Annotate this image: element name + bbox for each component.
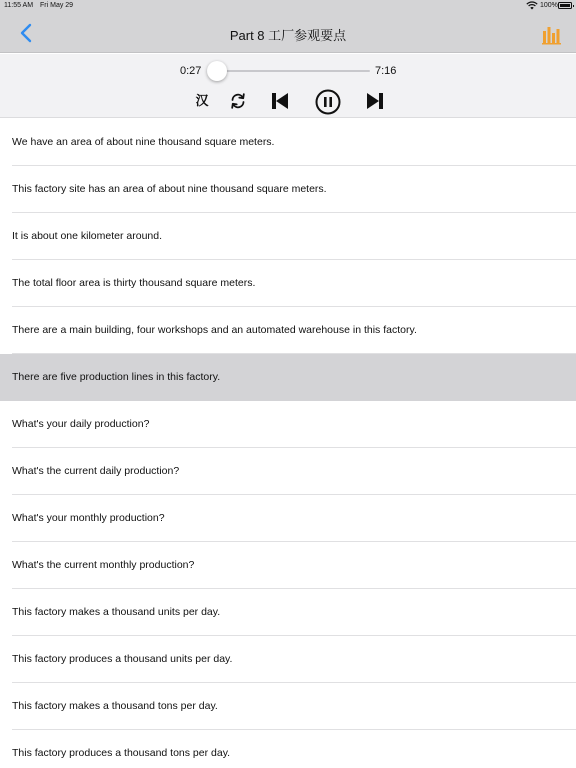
sentence-text: We have an area of about nine thousand square meters. xyxy=(12,136,275,148)
sentence-row[interactable] xyxy=(0,213,576,260)
total-time: 7:16 xyxy=(375,65,397,77)
equalizer-bars-icon[interactable] xyxy=(541,23,563,45)
page-title: Part 8 工厂参观要点 xyxy=(229,28,347,43)
sentence-row[interactable] xyxy=(0,260,576,307)
sentence-text: It is about one kilometer around. xyxy=(12,230,163,242)
sentence-row[interactable] xyxy=(0,730,576,768)
slider-thumb[interactable] xyxy=(207,61,227,81)
sentence-text: This factory site has an area of about nine thousand square meters. xyxy=(12,183,327,195)
sentence-row[interactable] xyxy=(0,119,576,166)
nav-bar xyxy=(0,12,576,53)
sentence-row[interactable] xyxy=(0,589,576,636)
slider-track xyxy=(207,70,370,72)
sentence-text: There are a main building, four workshops and an automated warehouse in this factory. xyxy=(12,324,417,336)
battery-percent: 100% xyxy=(540,2,558,9)
sentence-text: This factory produces a thousand units per day. xyxy=(12,653,233,665)
audio-player xyxy=(0,54,576,118)
status-time: 11:55 AM xyxy=(4,2,34,9)
sentence-text: What's your daily production? xyxy=(12,418,150,430)
sentence-text: What's the current daily production? xyxy=(12,465,180,477)
sentence-row[interactable] xyxy=(0,495,576,542)
current-time: 0:27 xyxy=(180,65,202,77)
sentence-text: This factory produces a thousand tons per day. xyxy=(12,747,231,759)
battery-icon xyxy=(558,2,572,9)
chinese-toggle-button[interactable]: 汉 xyxy=(195,93,209,108)
status-date: Fri May 29 xyxy=(40,2,74,9)
loop-icon[interactable] xyxy=(229,92,247,110)
sentence-text: What's your monthly production? xyxy=(12,512,165,524)
sentence-row[interactable] xyxy=(0,401,576,448)
next-track-icon[interactable] xyxy=(365,91,385,111)
sentence-text: There are five production lines in this factory. xyxy=(12,371,221,383)
pause-icon[interactable] xyxy=(315,89,341,115)
sentence-row[interactable] xyxy=(0,354,576,401)
sentence-row[interactable] xyxy=(0,448,576,495)
progress-slider[interactable] xyxy=(207,60,370,80)
sentence-row[interactable] xyxy=(0,307,576,354)
sentence-text: The total floor area is thirty thousand square meters. xyxy=(12,277,256,289)
sentence-row[interactable] xyxy=(0,542,576,589)
sentence-text: This factory makes a thousand tons per day. xyxy=(12,700,218,712)
previous-track-icon[interactable] xyxy=(270,91,290,111)
wifi-icon xyxy=(526,1,538,10)
sentence-row[interactable] xyxy=(0,683,576,730)
status-bar xyxy=(0,0,576,12)
sentence-list xyxy=(0,119,576,768)
sentence-text: What's the current monthly production? xyxy=(12,559,195,571)
sentence-text: This factory makes a thousand units per day. xyxy=(12,606,221,618)
sentence-row[interactable] xyxy=(0,166,576,213)
sentence-row[interactable] xyxy=(0,636,576,683)
